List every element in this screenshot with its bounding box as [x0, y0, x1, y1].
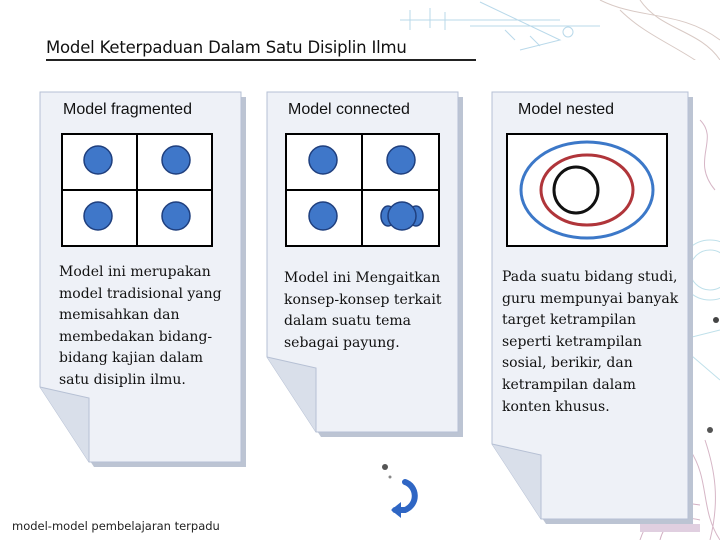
slide-title: Model Keterpaduan Dalam Satu Disiplin Ilmu	[46, 38, 407, 57]
footer-caption: model-model pembelajaran terpadu	[12, 519, 220, 533]
return-arrow-icon[interactable]	[383, 476, 423, 520]
card-fragmented	[38, 90, 248, 470]
title-underline	[46, 59, 476, 61]
card-heading: Model connected	[288, 101, 410, 118]
card-nested	[490, 90, 695, 527]
card-description: Model ini Mengaitkan konsep-konsep terkait dalam suatu tema sebagai payung.	[284, 270, 442, 351]
topic-circle	[309, 202, 337, 230]
topic-circle	[387, 146, 415, 174]
card-connected	[265, 90, 465, 440]
card-description: Pada suatu bidang studi, guru mempunyai banyak target ketrampilan seperti ketrampilan sosial, berikir, dan ketrampilan dalam konten khusus.	[502, 269, 679, 415]
topic-circle	[388, 202, 416, 230]
topic-circle	[84, 202, 112, 230]
topic-circle	[162, 202, 190, 230]
topic-circle	[162, 146, 190, 174]
topic-circle	[84, 146, 112, 174]
card-heading: Model fragmented	[63, 101, 192, 118]
inner-ring	[554, 167, 598, 213]
topic-circle	[309, 146, 337, 174]
card-description: Model ini merupakan model tradisional yang memisahkan dan membedakan bidang-bidang kajian dalam satu disiplin ilmu.	[59, 264, 222, 388]
card-heading: Model nested	[518, 101, 615, 118]
